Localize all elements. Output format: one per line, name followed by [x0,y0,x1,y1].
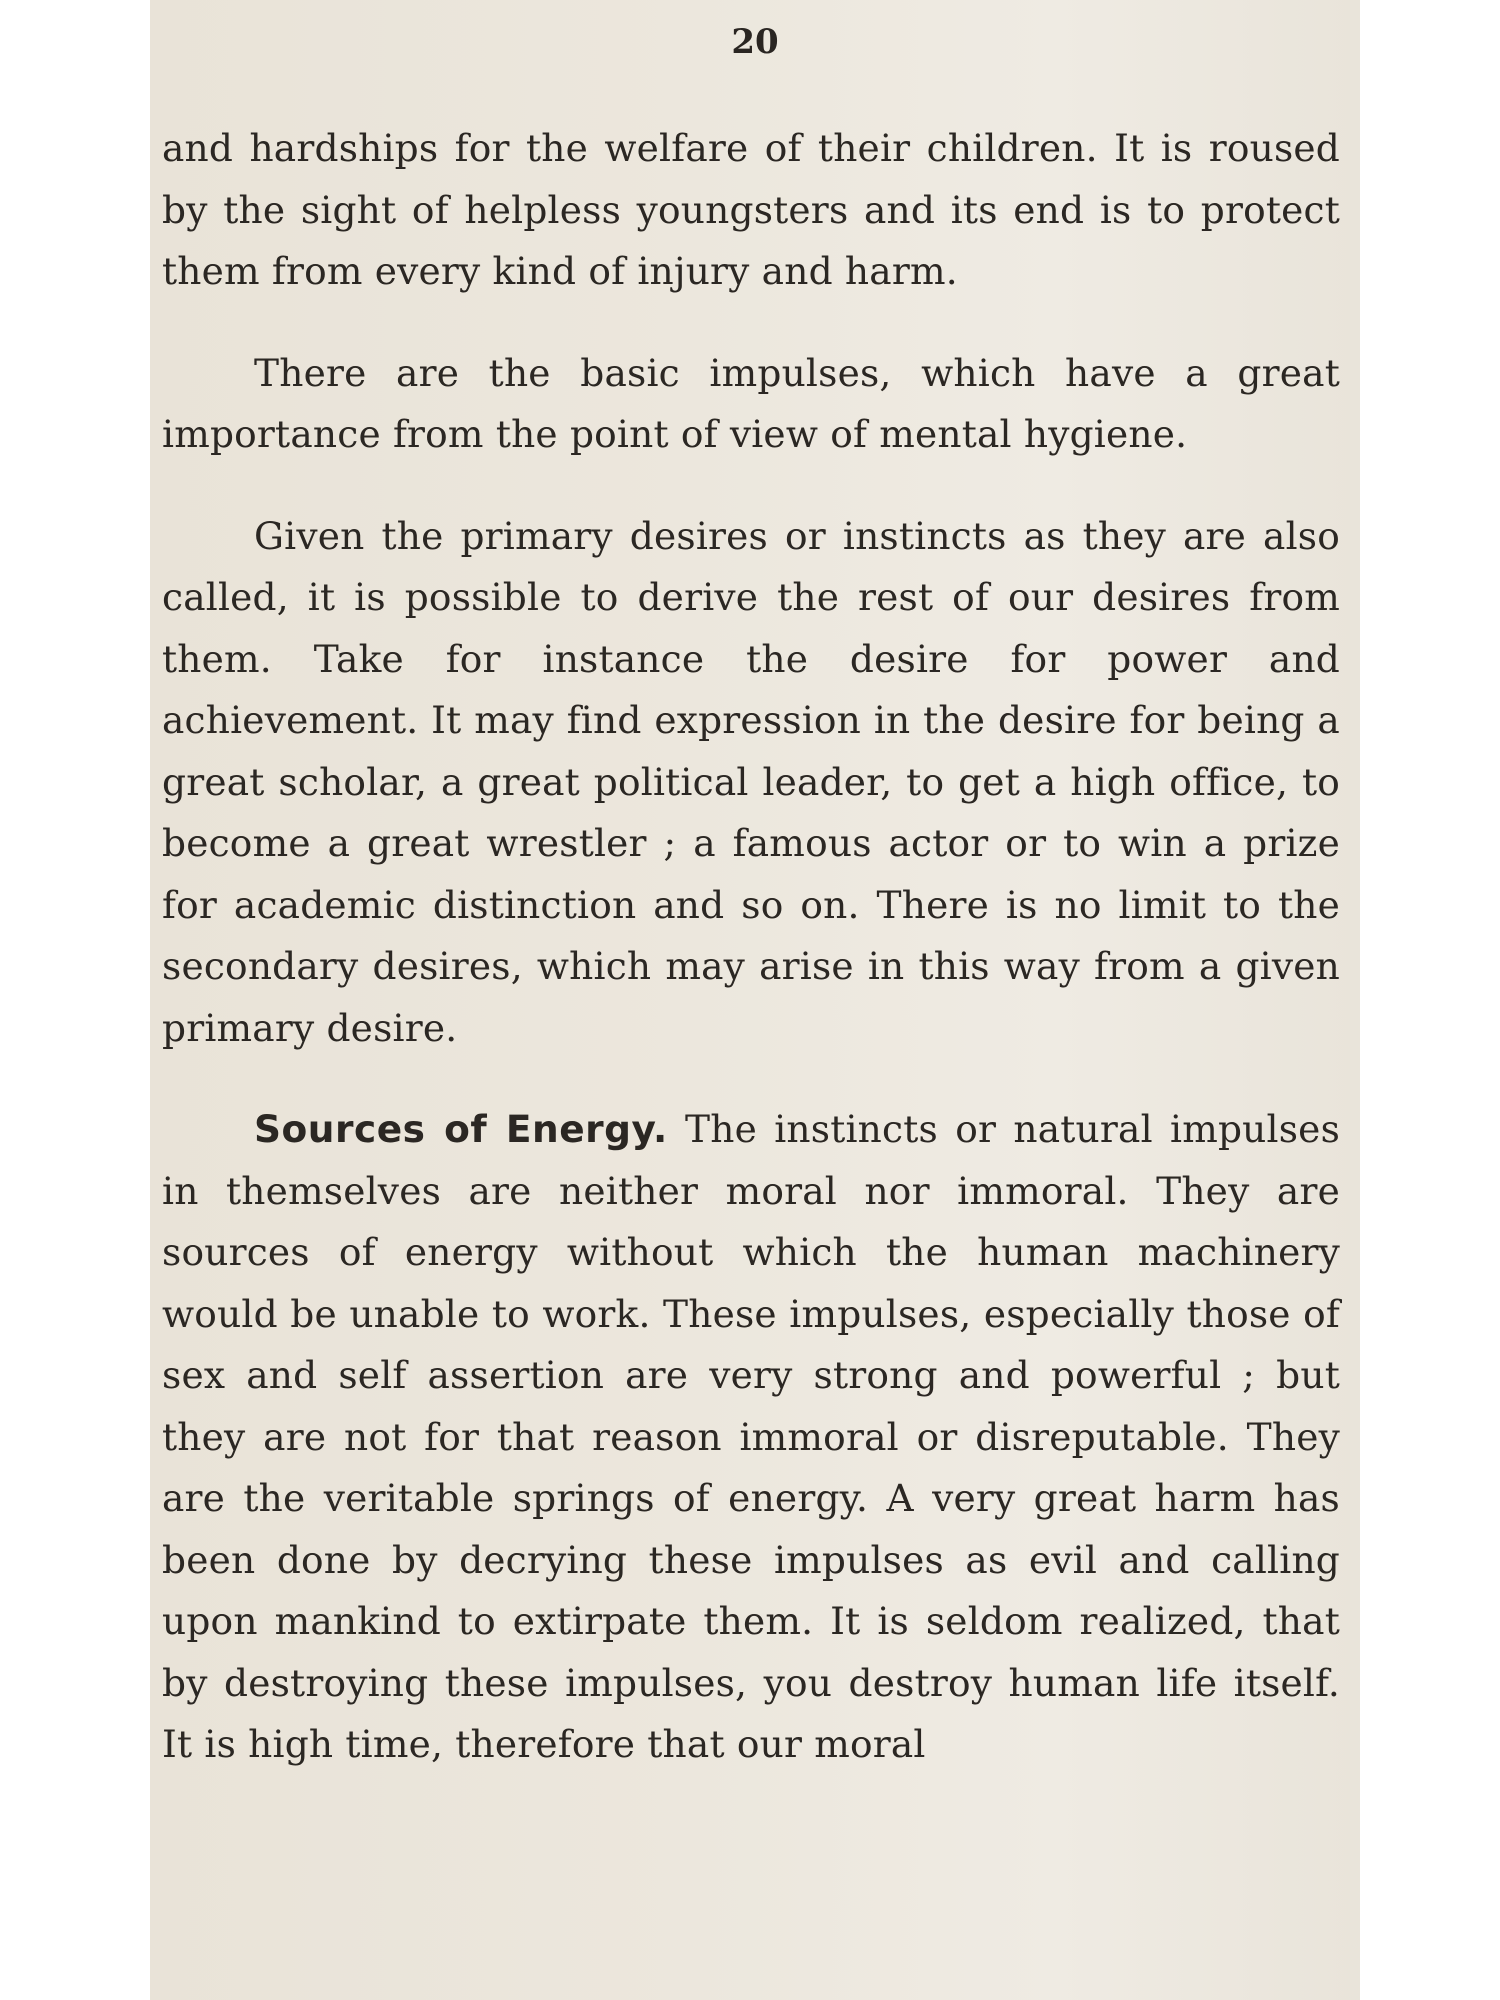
body-text [162,118,1340,1776]
paragraph-primary-desires: Given the primary desires or instincts as they are also called, it is possible to derive the rest of our desires from them. Take for instance the desire for power and achievement. It may find expression in the desire for being a great scholar, a great political leader, to get a high office, to become a great wrestler ; a famous actor or to win a prize for academic distinction and so on. There is no limit to the secondary desires, which may arise in this way from a given primary desire. [162,513,1340,1050]
paragraph-continuation: and hardships for the welfare of their children. It is roused by the sight of helpless youngsters and its end is to protect them from every kind of injury and harm. [162,126,1340,293]
section-heading: Sources of Energy. [254,1107,668,1151]
paragraph-basic-impulses: There are the basic impulses, which have a great importance from the point of view of mental hygiene. [162,350,1340,456]
page-number: 20 [731,22,779,62]
section-body-text: The instincts or natural impulses in themselves are neither moral nor immoral. They are sources of energy without which the human machinery would be unable to work. These impulses, especially those of sex and self assertion are very strong and powerful ; but they are not for that reason immoral or disreputable. They are the veritable springs of energy. A very great harm has been done by decrying these impulses as evil and calling upon mankind to extirpate them. It is seldom realized, that by destroying these impulses, you destroy human life itself. It is high time, therefore that our moral [162,1107,1341,1766]
paragraph-sources-of-energy [162,1099,1340,1776]
scanned-page [150,0,1360,2000]
